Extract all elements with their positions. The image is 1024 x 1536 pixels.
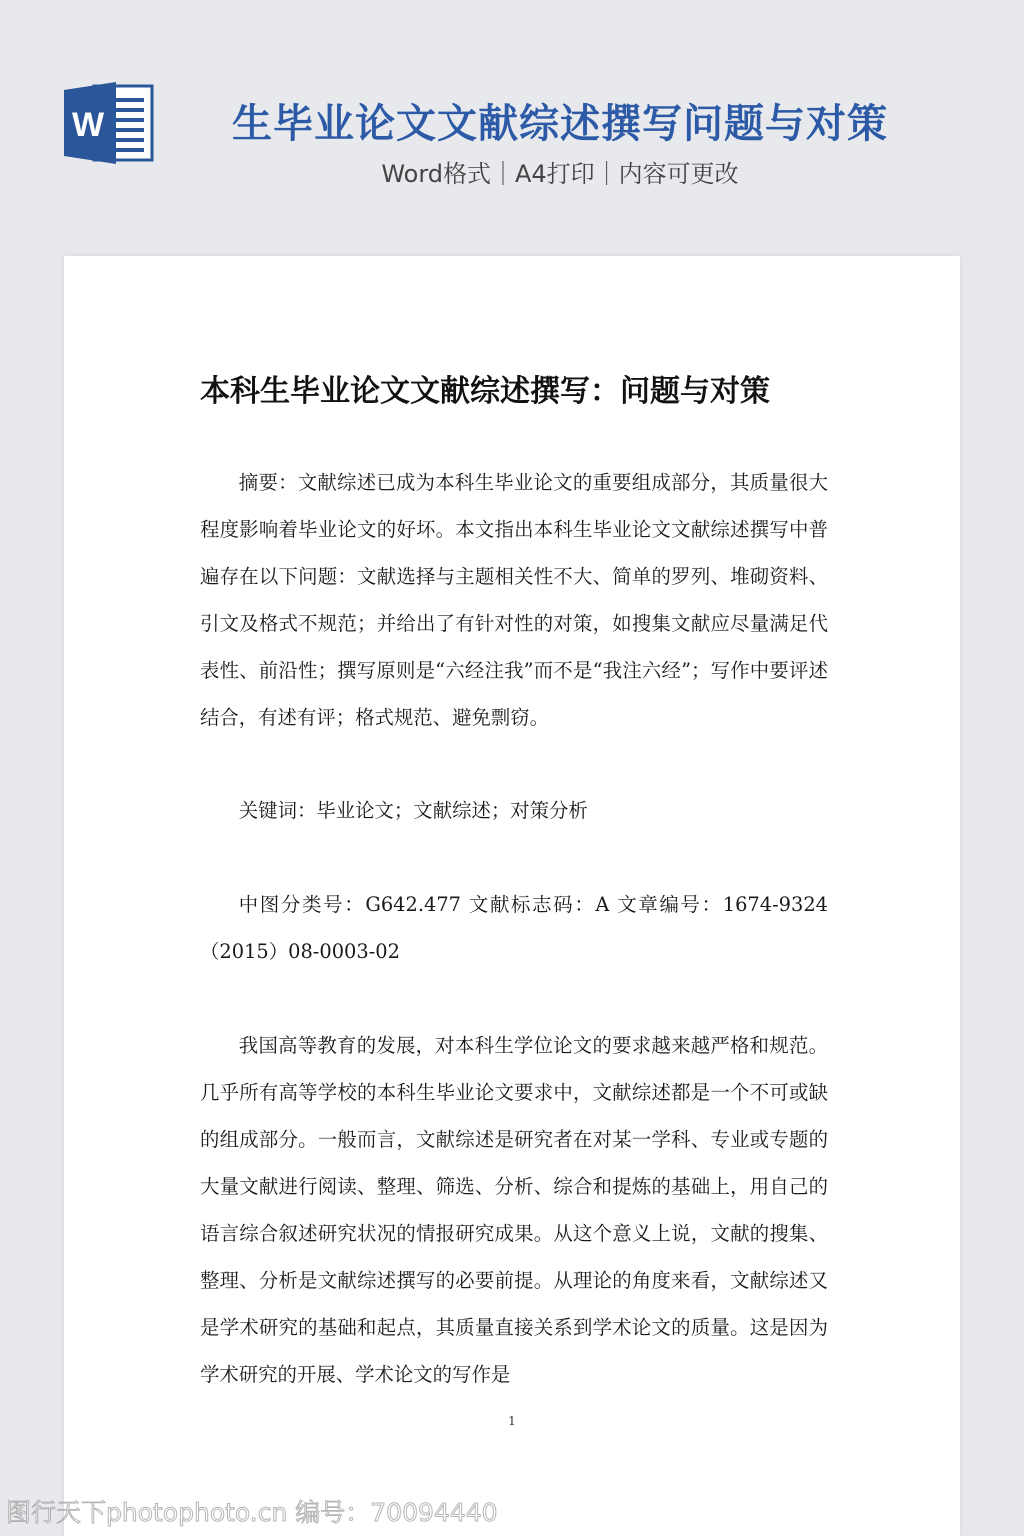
document-page: [64, 256, 960, 1536]
abstract-paragraph: 摘要：文献综述已成为本科生毕业论文的重要组成部分，其质量很大程度影响着毕业论文的好坏。本文指出本科生毕业论文文献综述撰写中普遍存在以下问题：文献选择与主题相关性不大、简单的罗列、堆砌资料、引文及格式不规范；并给出了有针对性的对策，如搜集文献应尽量满足代表性、前沿性；撰写原则是“六经注我”而不是“我注六经”；写作中要评述结合，有述有评；格式规范、避免剽窃。: [200, 471, 828, 729]
banner-subtitle: Word格式｜A4打印｜内容可更改: [381, 160, 739, 188]
watermark-text: 图行天下photophoto.cn 编号：70094440: [6, 1498, 498, 1527]
word-document-icon: [64, 80, 156, 166]
word-logo-letter: W: [71, 106, 105, 144]
document-title: 本科生毕业论文文献综述撰写：问题与对策: [200, 374, 770, 409]
classification-paragraph: 中图分类号：G642.477 文献标志码：A 文章编号：1674-9324（2015）08-0003-02: [200, 893, 828, 963]
page-number: 1: [508, 1414, 516, 1428]
banner-title: 生毕业论文文献综述撰写问题与对策: [232, 101, 888, 147]
header-banner: [0, 0, 1024, 250]
body-paragraph: 我国高等教育的发展，对本科生学位论文的要求越来越严格和规范。几乎所有高等学校的本科生毕业论文要求中，文献综述都是一个不可或缺的组成部分。一般而言，文献综述是研究者在对某一学科、专业或专题的大量文献进行阅读、整理、筛选、分析、综合和提炼的基础上，用自己的语言综合叙述研究状况的情报研究成果。从这个意义上说，文献的搜集、整理、分析是文献综述撰写的必要前提。从理论的角度来看，文献综述又是学术研究的基础和起点，其质量直接关系到学术论文的质量。这是因为学术研究的开展、学术论文的写作是: [200, 1034, 828, 1386]
keywords-paragraph: 关键词：毕业论文；文献综述；对策分析: [238, 799, 588, 822]
